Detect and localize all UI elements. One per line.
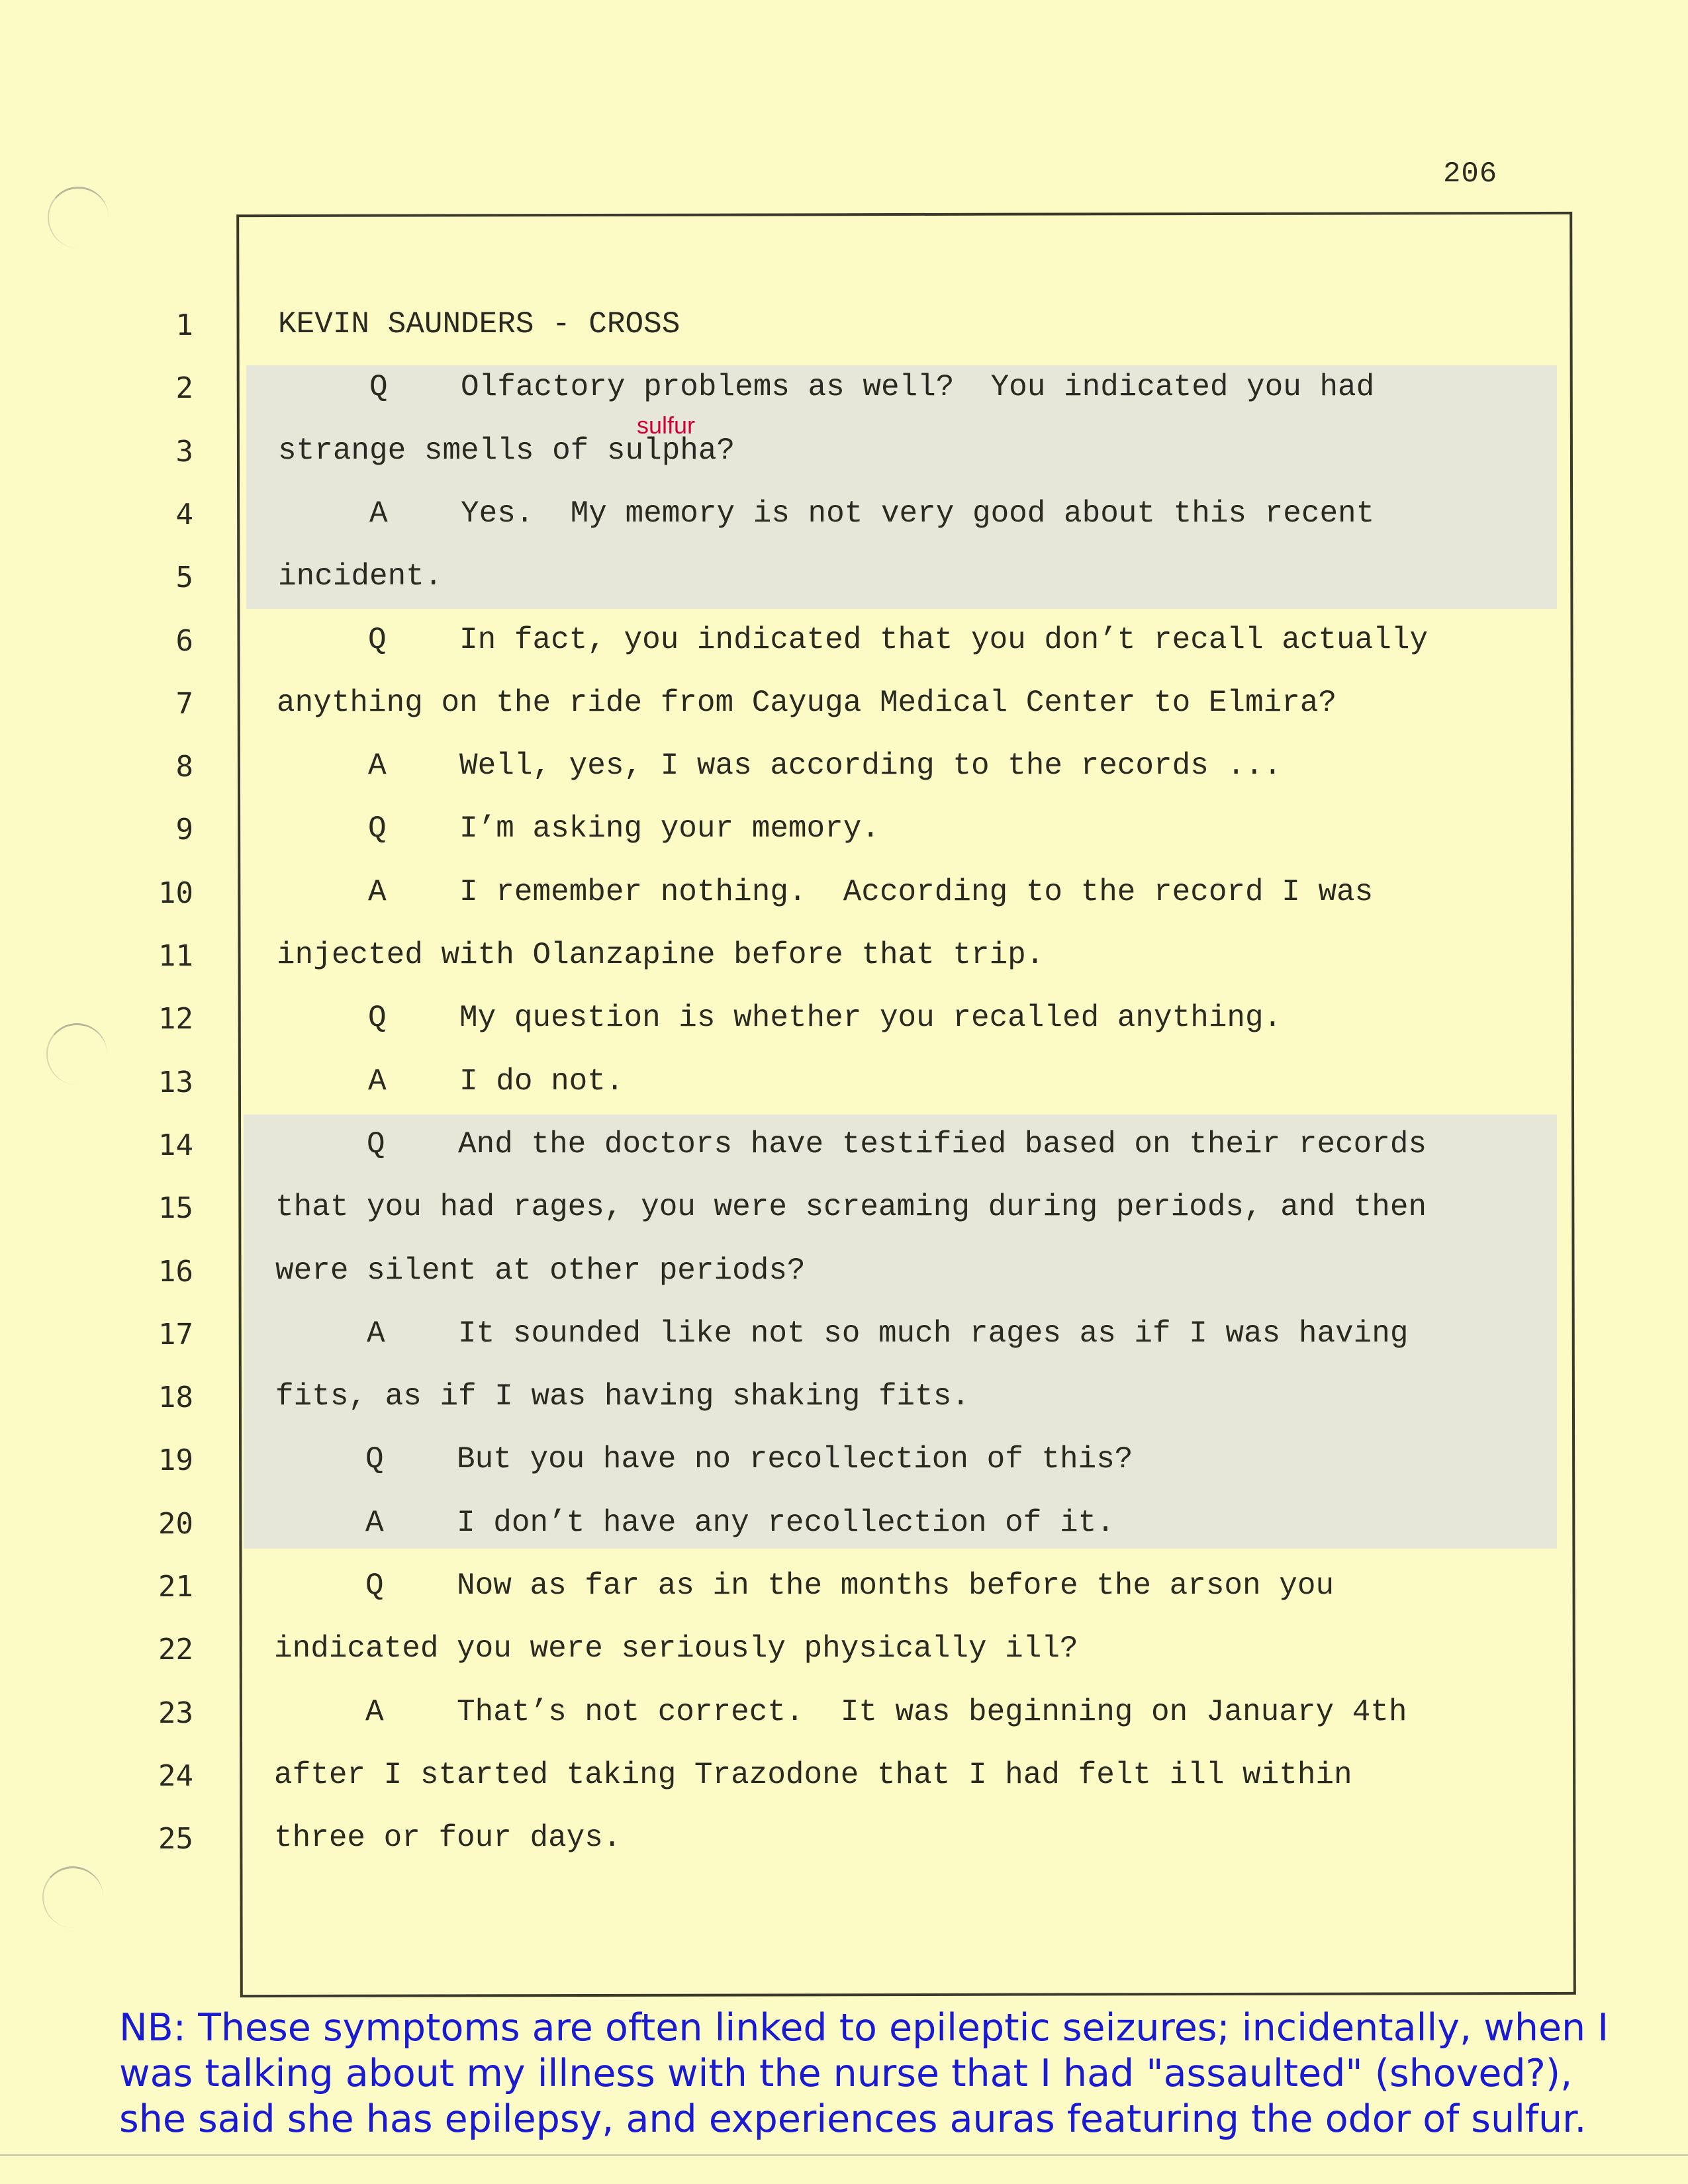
transcript-line: A Yes. My memory is not very good about this recent	[278, 496, 1375, 531]
transcript-line: Q Now as far as in the months before the arson you	[274, 1569, 1335, 1603]
page-number: 206	[1443, 158, 1498, 191]
transcript-frame	[236, 212, 1576, 1997]
line-number: 4	[175, 497, 193, 531]
line-number: 11	[158, 939, 193, 973]
line-number: 14	[158, 1128, 193, 1162]
line-number: 22	[158, 1633, 193, 1667]
handwritten-correction-sulfur: sulfur	[637, 412, 696, 439]
transcript-line: Q But you have no recollection of this?	[274, 1442, 1133, 1477]
transcript-line: Q And the doctors have testified based on their records	[275, 1126, 1427, 1161]
transcript-line: injected with Olanzapine before that trip.	[277, 938, 1045, 972]
line-number: 15	[158, 1191, 193, 1226]
line-number: 24	[158, 1758, 193, 1793]
transcript-line: A Well, yes, I was according to the records ...	[277, 749, 1282, 784]
transcript-line: three or four days.	[274, 1821, 622, 1856]
nb-annotation: NB: These symptoms are often linked to epileptic seizures; incidentally, when I was talking about my illness with the nurse that I had "assaulted" (shoved?), she said she has epilepsy, and experiences auras featuring the odor of sulfur.	[119, 2006, 1609, 2141]
line-number: 20	[158, 1506, 193, 1541]
transcript-line: fits, as if I was having shaking fits.	[275, 1379, 970, 1414]
punch-hole-middle	[46, 1023, 107, 1085]
line-number: 17	[158, 1317, 193, 1351]
line-number: 7	[175, 686, 193, 721]
transcript-line: incident.	[278, 559, 443, 594]
transcript-line: A It sounded like not so much rages as if I was having	[275, 1316, 1409, 1351]
transcript-line: KEVIN SAUNDERS - CROSS	[278, 307, 680, 341]
transcript-line: Q I’m asking your memory.	[277, 811, 880, 846]
transcript-line: strange smells of sulpha?	[278, 433, 735, 468]
transcript-line: A I remember nothing. According to the record I was	[277, 874, 1374, 909]
line-number: 21	[158, 1570, 193, 1604]
transcript-line: A I do not.	[277, 1064, 624, 1099]
line-number: 2	[175, 371, 193, 406]
punch-hole-bottom	[42, 1866, 103, 1928]
punch-hole-top	[48, 187, 109, 248]
line-number: 12	[158, 1002, 193, 1036]
line-number: 19	[158, 1443, 193, 1478]
transcript-line: Q Olfactory problems as well? You indicated you had	[278, 370, 1375, 405]
line-number: 23	[158, 1696, 193, 1730]
line-number: 9	[175, 813, 193, 847]
line-number: 25	[158, 1822, 193, 1856]
transcript-line: that you had rages, you were screaming during periods, and then	[275, 1190, 1427, 1225]
line-number: 13	[158, 1065, 193, 1099]
line-number: 1	[175, 308, 193, 342]
transcript-line: indicated you were seriously physically ill?	[274, 1631, 1078, 1666]
line-number: 6	[175, 623, 193, 658]
transcript-line: A That’s not correct. It was beginning on January 4th	[274, 1694, 1407, 1729]
transcript-line: anything on the ride from Cayuga Medical Center to Elmira?	[277, 685, 1337, 720]
line-number: 5	[175, 561, 193, 595]
line-number: 3	[175, 434, 193, 469]
transcript-line: after I started taking Trazodone that I had felt ill within	[274, 1757, 1352, 1792]
transcript-line: were silent at other periods?	[275, 1253, 806, 1288]
line-number: 16	[158, 1254, 193, 1289]
transcript-line: Q My question is whether you recalled anything.	[277, 1001, 1282, 1036]
transcript-line: A I don’t have any recollection of it.	[274, 1505, 1115, 1540]
line-number: 18	[158, 1381, 193, 1415]
transcript-line: Q In fact, you indicated that you don’t recall actually	[277, 622, 1429, 657]
line-number: 10	[158, 876, 193, 910]
line-number: 8	[175, 750, 193, 784]
bottom-rule	[0, 2154, 1688, 2156]
